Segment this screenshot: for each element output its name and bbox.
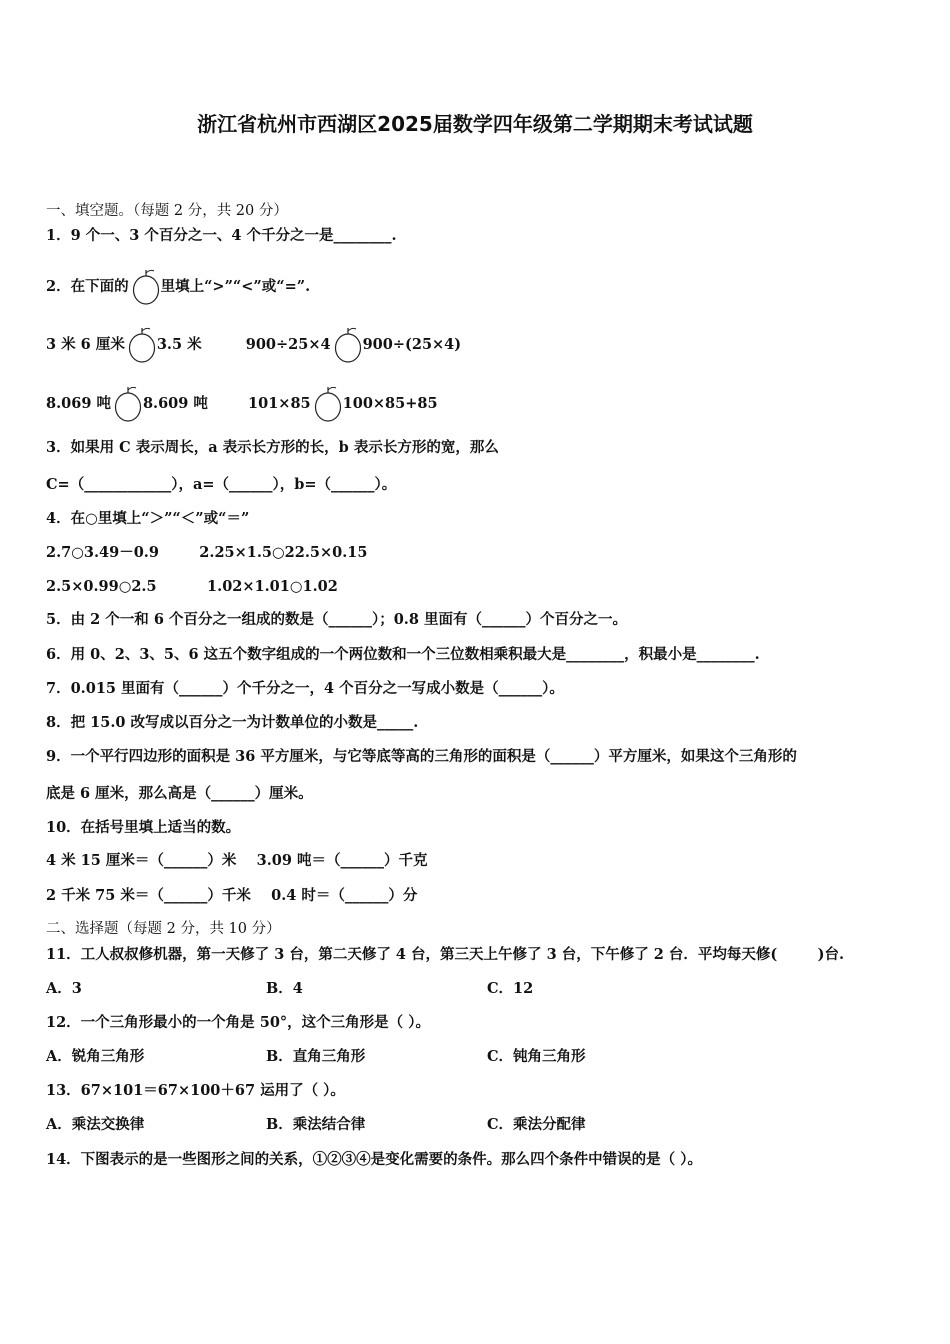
compare-left: 101×85 [248,395,311,412]
apple-circle-icon [132,274,158,300]
question-14: 14．下图表示的是一些图形之间的关系，①②③④是变化需要的条件。那么四个条件中错误的是（ ）。 [46,1151,702,1168]
apple-circle-icon [314,391,340,417]
question-7: 7．0.015 里面有（______）个千分之一，4 个百分之一写成小数是（______）。 [46,680,564,697]
section-heading: 二、选择题（每题 2 分，共 10 分） [46,921,281,937]
apple-circle-icon [114,391,140,417]
question-4-row-1: 2.7○3.49－0.9 2.25×1.5○22.5×0.15 [46,544,368,561]
question-3: 3．如果用 C 表示周长，a 表示长方形的长，b 表示长方形的宽，那么 [46,439,499,456]
option-b[interactable]: B．直角三角形 [266,1048,366,1065]
compare-right: 8.609 吨 [142,395,208,412]
question-2-row-1 [46,332,461,358]
question-11: 11．工人叔叔修机器，第一天修了 3 台，第二天修了 4 台，第三天上午修了 3 台，下午修了 2 台．平均每天修( )台. [46,946,845,963]
compare-left: 3 米 6 厘米 [46,336,125,353]
compare-right: 3.5 米 [156,336,202,353]
option-c[interactable]: C．12 [487,980,534,997]
option-b[interactable]: B．4 [266,980,303,997]
question-3-line-2: C=（____________），a=（______），b=（______）。 [46,476,397,493]
apple-circle-icon [128,332,154,358]
question-6: 6．用 0、2、3、5、6 这五个数字组成的一个两位数和一个三位数相乘积最大是________，积最小是________. [46,646,760,663]
question-4: 4．在○里填上“＞”“＜”或“＝” [46,510,250,527]
option-a[interactable]: A．3 [46,980,82,997]
question-13-options [46,1115,906,1135]
question-2-text-b: 里填上“>”“<”或“=”. [160,278,311,295]
option-c[interactable]: C．乘法分配律 [487,1116,586,1133]
question-9: 9．一个平行四边形的面积是 36 平方厘米，与它等底等高的三角形的面积是（______）平方厘米，如果这个三角形的 [46,748,797,765]
question-2 [46,274,310,300]
question-12-options [46,1047,906,1067]
question-13: 13．67×101＝67×100＋67 运用了（ ）。 [46,1082,345,1099]
compare-right: 100×85+85 [342,395,438,412]
question-2-text-a: 2．在下面的 [46,278,129,295]
question-1: 1．9 个一、3 个百分之一、4 个千分之一是________. [46,227,397,244]
section-heading: 一、填空题。（每题 2 分，共 20 分） [46,203,288,219]
question-10: 10．在括号里填上适当的数。 [46,819,241,836]
apple-circle-icon [334,332,360,358]
question-11-options [46,979,906,999]
question-2-row-2 [46,391,438,417]
question-8: 8．把 15.0 改写成以百分之一为计数单位的小数是_____. [46,714,419,731]
question-5: 5．由 2 个一和 6 个百分之一组成的数是（______）；0.8 里面有（______）个百分之一。 [46,611,627,628]
question-4-row-2: 2.5×0.99○2.5 1.02×1.01○1.02 [46,578,338,595]
option-b[interactable]: B．乘法结合律 [266,1116,366,1133]
option-c[interactable]: C．钝角三角形 [487,1048,586,1065]
compare-left: 900÷25×4 [245,336,331,353]
option-a[interactable]: A．锐角三角形 [46,1048,145,1065]
question-12: 12．一个三角形最小的一个角是 50°，这个三角形是（ ）。 [46,1014,430,1031]
question-10-row-2: 2 千米 75 米＝（______）千米 0.4 时＝（______）分 [46,887,418,904]
compare-left: 8.069 吨 [46,395,111,412]
question-10-row-1: 4 米 15 厘米＝（______）米 3.09 吨＝（______）千克 [46,852,428,869]
option-a[interactable]: A．乘法交换律 [46,1116,145,1133]
compare-right: 900÷(25×4) [362,336,462,353]
question-9-line-2: 底是 6 厘米，那么高是（______）厘米。 [46,785,313,802]
page-title: 浙江省杭州市西湖区2025届数学四年级第二学期期末考试试题 [197,112,753,136]
